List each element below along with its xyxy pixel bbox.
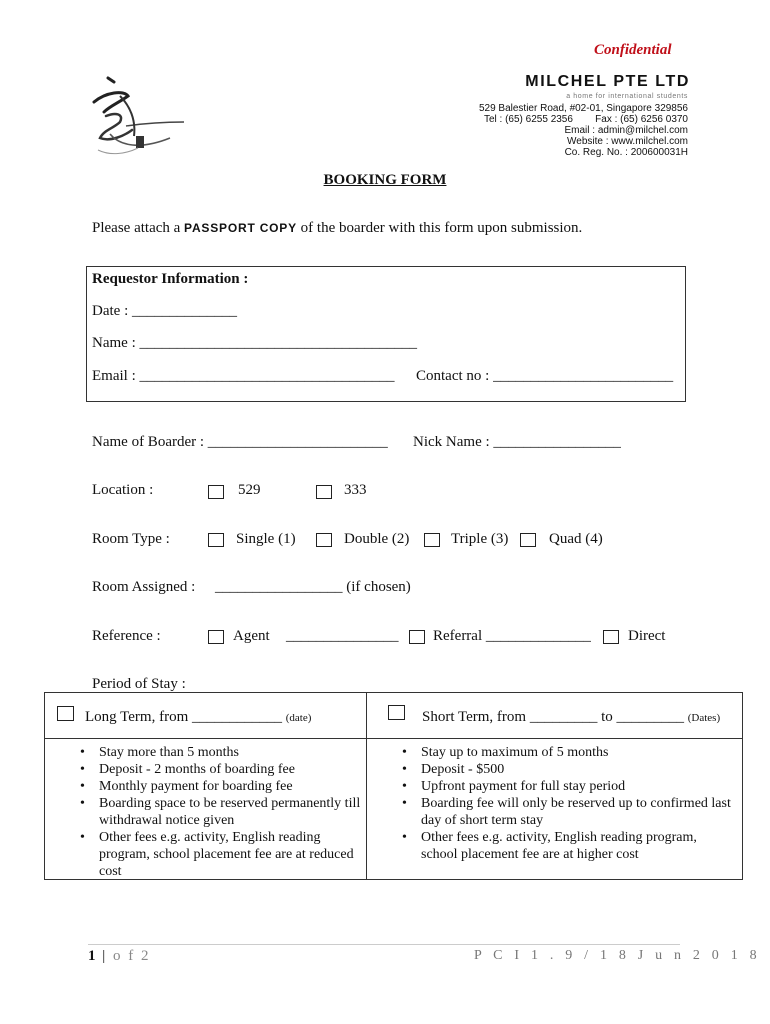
requestor-heading: Requestor Information :: [92, 271, 249, 287]
long-term-heading-text: Long Term, from ____________: [85, 709, 282, 725]
company-logo: [80, 72, 190, 162]
requestor-name-field[interactable]: Name : _____________________________________: [92, 335, 417, 351]
list-item: • Monthly payment for boarding fee: [99, 778, 361, 795]
location-529-label: 529: [238, 482, 261, 498]
requestor-contact-field[interactable]: Contact no : ________________________: [416, 368, 674, 384]
period-table-divider: [366, 693, 367, 879]
reference-referral-checkbox[interactable]: [409, 630, 425, 644]
room-triple-checkbox[interactable]: [424, 533, 440, 547]
location-529-checkbox[interactable]: [208, 485, 224, 499]
room-assigned-label: Room Assigned :: [92, 579, 196, 595]
location-333-checkbox[interactable]: [316, 485, 332, 499]
long-term-checkbox[interactable]: [57, 706, 74, 721]
reference-direct-label: Direct: [628, 628, 666, 644]
page-separator: |: [96, 948, 114, 964]
boarder-nick-field[interactable]: Nick Name : _________________: [413, 434, 621, 450]
reference-referral-field[interactable]: Referral ______________: [433, 628, 591, 644]
long-term-note: (date): [285, 712, 312, 724]
room-triple-label: Triple (3): [451, 531, 509, 547]
footer-rule: [88, 944, 680, 945]
room-double-label: Double (2): [344, 531, 410, 547]
period-table-rule: [45, 738, 742, 739]
location-333-label: 333: [344, 482, 367, 498]
long-term-bullets: [99, 744, 361, 880]
confidential-label: Confidential: [594, 42, 672, 58]
period-table: [44, 692, 743, 880]
room-assigned-field[interactable]: _________________ (if chosen): [215, 579, 411, 595]
document-code: P C I 1 . 9 / 1 8 J u n 2 0 1 8: [474, 948, 761, 963]
list-item: • Other fees e.g. activity, English reading program, school placement fee are at higher cost: [421, 829, 733, 863]
instruction-emphasis: PASSPORT COPY: [184, 221, 297, 235]
list-item: • Stay more than 5 months: [99, 744, 361, 761]
room-single-label: Single (1): [236, 531, 296, 547]
list-item: • Deposit - $500: [421, 761, 733, 778]
list-item: • Boarding fee will only be reserved up to confirmed last day of short term stay: [421, 795, 733, 829]
short-term-bullets: [421, 744, 733, 863]
room-quad-label: Quad (4): [549, 531, 603, 547]
list-item: • Other fees e.g. activity, English reading program, school placement fee are at reduced cost: [99, 829, 361, 880]
list-item: • Upfront payment for full stay period: [421, 778, 733, 795]
short-term-note: (Dates): [687, 712, 721, 724]
reference-agent-label: Agent: [233, 628, 270, 644]
instruction-after: of the boarder with this form upon submission.: [296, 220, 583, 236]
short-term-heading-text: Short Term, from _________ to _________: [422, 709, 684, 725]
reference-agent-field[interactable]: _______________: [286, 628, 399, 644]
list-item: • Deposit - 2 months of boarding fee: [99, 761, 361, 778]
instruction-before: Please attach a: [92, 220, 185, 236]
reference-agent-checkbox[interactable]: [208, 630, 224, 644]
instruction-text: [92, 220, 582, 237]
boarder-name-field[interactable]: Name of Boarder : ________________________: [92, 434, 388, 450]
page-current: 1: [88, 948, 97, 964]
company-name: MILCHEL PTE LTD: [525, 73, 690, 90]
room-quad-checkbox[interactable]: [520, 533, 536, 547]
requestor-date-field[interactable]: Date : ______________: [92, 303, 237, 319]
location-label: Location :: [92, 482, 154, 498]
long-term-heading[interactable]: [85, 709, 311, 726]
list-item: • Stay up to maximum of 5 months: [421, 744, 733, 761]
short-term-heading[interactable]: [422, 709, 720, 726]
company-tel-fax: Tel : (65) 6255 2356 Fax : (65) 6256 0370: [483, 114, 688, 125]
list-item: • Boarding space to be reserved permanently till withdrawal notice given: [99, 795, 361, 829]
reference-label: Reference :: [92, 628, 161, 644]
room-double-checkbox[interactable]: [316, 533, 332, 547]
reference-direct-checkbox[interactable]: [603, 630, 619, 644]
company-email: Email : admin@milchel.com: [564, 125, 688, 136]
room-type-label: Room Type :: [92, 531, 170, 547]
short-term-checkbox[interactable]: [388, 705, 405, 720]
company-website: Website : www.milchel.com: [567, 136, 688, 147]
requestor-email-field[interactable]: Email : __________________________________: [92, 368, 395, 384]
company-tagline: a home for international students: [566, 93, 688, 100]
company-reg-no: Co. Reg. No. : 200600031H: [564, 147, 688, 158]
page-number: [88, 948, 151, 965]
form-title: BOOKING FORM: [323, 172, 447, 188]
page-total: o f 2: [113, 948, 151, 964]
room-single-checkbox[interactable]: [208, 533, 224, 547]
period-label: Period of Stay :: [92, 676, 186, 692]
company-address: 529 Balestier Road, #02-01, Singapore 329856: [478, 103, 688, 114]
